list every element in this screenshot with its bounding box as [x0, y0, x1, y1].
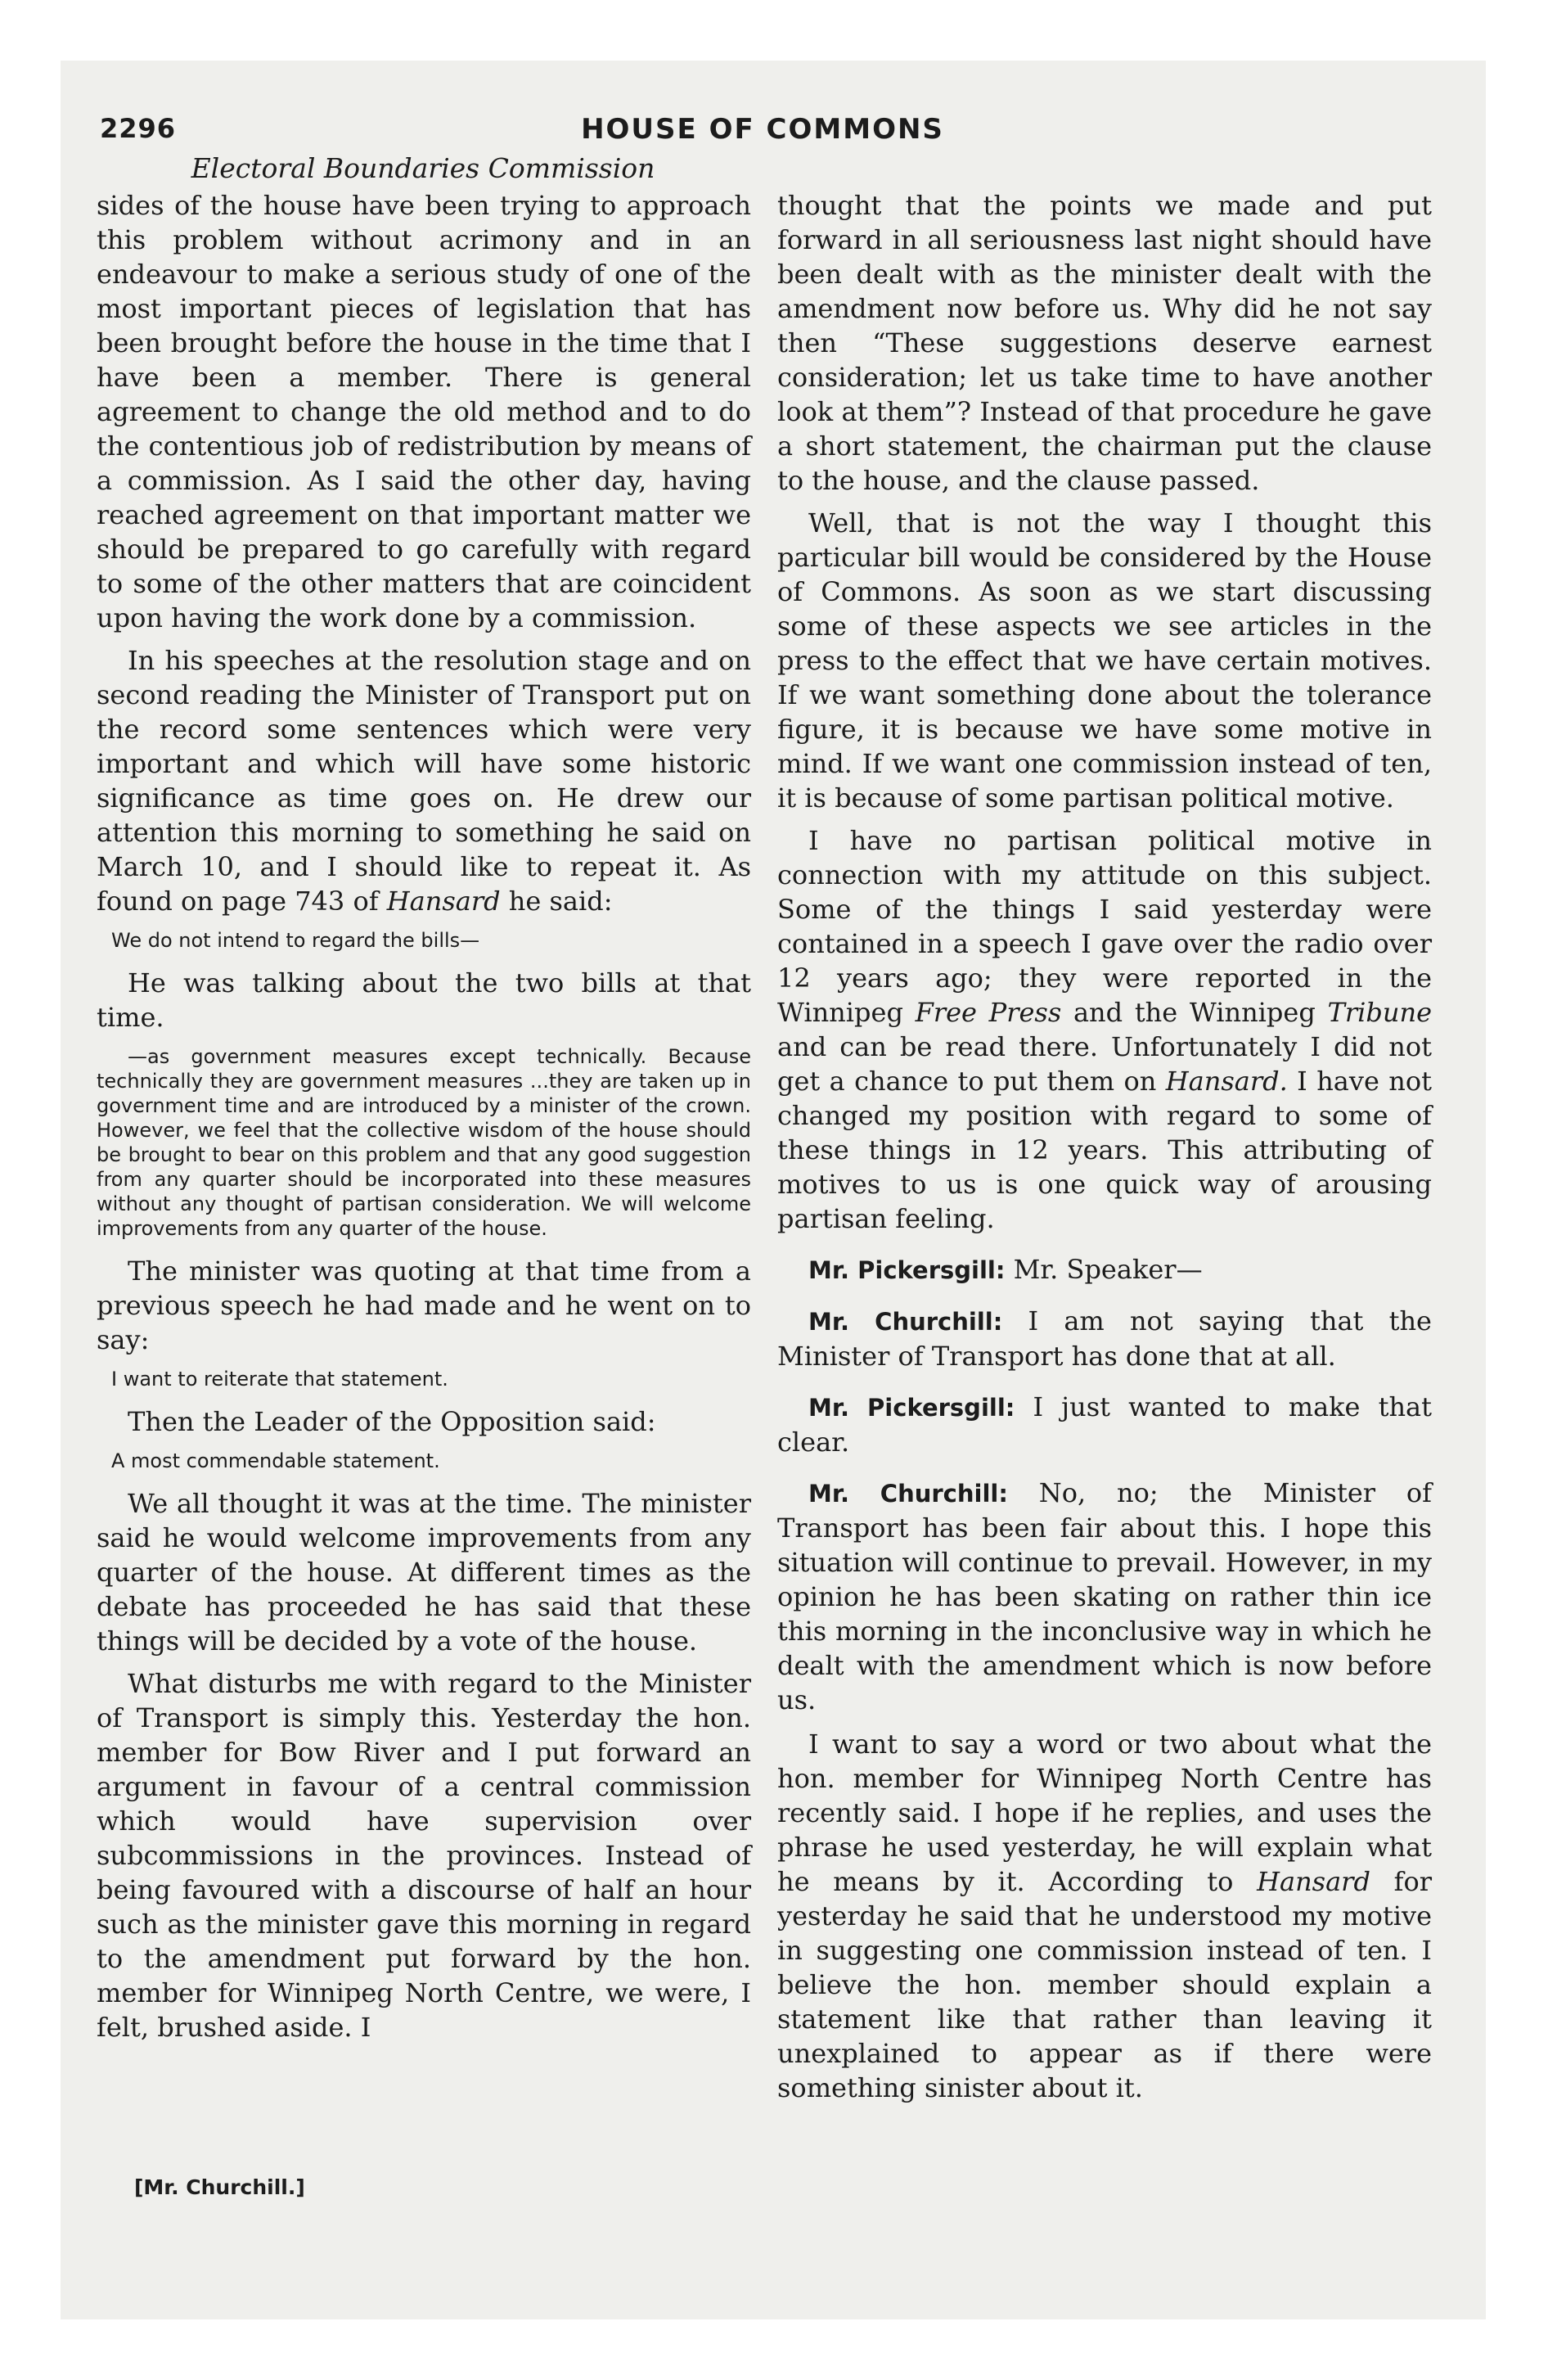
hansard-italic: Hansard	[1257, 1866, 1370, 1897]
quote: We do not intend to regard the bills—	[111, 929, 480, 952]
quote: A most commendable statement.	[111, 1449, 440, 1472]
left-column	[97, 188, 751, 2053]
quote: I want to reiterate that statement.	[111, 1368, 448, 1391]
speaker-name: Mr. Churchill:	[808, 1308, 1003, 1336]
paragraph: What disturbs me with regard to the Minister of Transport is simply this. Yesterday the hon. member for Bow River and I put forward an argument in favour of a central commission which would have supervision over subcommissions in the provinces. Instead of being favoured with a discourse of half an hour such as the minister gave this morning in regard to the amendment put forward by the hon. member for Winnipeg North Centre, we were, I felt, brushed aside. I	[97, 1668, 751, 2043]
paragraph: In his speeches at the resolution stage and on second reading the Minister of Transport put on the record some sentences which were very important and which will have some historic significance as time goes on. He drew our attention this morning to something he said on March 10, and I should like to repeat it. As found on page 743 of Hansard he said:	[97, 645, 751, 917]
page-header	[100, 113, 1425, 154]
free-press-italic: Free Press	[915, 997, 1062, 1028]
paragraph: The minister was quoting at that time from a previous speech he had made and he went on to say:	[97, 1255, 751, 1355]
paragraph: sides of the house have been trying to approach this problem without acrimony and in an endeavour to make a serious study of one of the most important pieces of legislation that has been brought before the house in the time that I have been a member. There is general agreement to change the old method and to do the contentious job of redistribution by means of a commission. As I said the other day, having reached agreement on that important matter we should be prepared to go carefully with regard to some of the other matters that are coincident upon having the work done by a commission.	[97, 190, 751, 633]
hansard-italic: Hansard	[386, 886, 501, 917]
speech: Mr. Churchill: No, no; the Minister of Transport has been fair about this. I hope this situation will continue to prevail. However, in my opinion he has been skating on rather thin ice this morning in the inconclusive way in which he dealt with the amendment which is now before us.	[777, 1477, 1432, 1715]
paragraph: I have no partisan political motive in connection with my attitude on this subject. Some of the things I said yesterday were contained in a speech I gave over the radio over 12 years ago; they were reported in the Winnipeg Free Press and the Winnipeg Tribune and can be read there. Unfortunately I did not get a chance to put them on Hansard. I have not changed my position with regard to some of these things in 12 years. This attributing of motives to us is one quick way of arousing partisan feeling.	[777, 825, 1433, 1234]
speech: Mr. Pickersgill: Mr. Speaker—	[808, 1254, 1203, 1285]
speaker-name: Mr. Churchill:	[808, 1480, 1008, 1508]
right-column	[777, 188, 1432, 2113]
paragraph: I want to say a word or two about what the hon. member for Winnipeg North Centre has recently said. I hope if he replies, and uses the phrase he used yesterday, he will explain what he means by it. According to Hansard for yesterday he said that he understood my motive in suggesting one commission instead of ten. I believe the hon. member should explain a statement like that rather than leaving it unexplained to appear as if there were something sinister about it.	[777, 1729, 1433, 2103]
speaker-name: Mr. Pickersgill:	[808, 1256, 1006, 1284]
running-title: HOUSE OF COMMONS	[581, 113, 944, 146]
paragraph: Then the Leader of the Opposition said:	[128, 1406, 656, 1437]
speech: Mr. Pickersgill: I just wanted to make that clear.	[777, 1391, 1432, 1458]
speech: Mr. Churchill: I am not saying that the Minister of Transport has done that at all.	[777, 1305, 1432, 1372]
paragraph: Well, that is not the way I thought this particular bill would be considered by the House of Commons. As soon as we start discussing some of these aspects we see articles in the press to the effect that we have certain motives. If we want something done about the tolerance figure, it is because we have some motive in mind. If we want one commission instead of ten, it is because of some partisan political motive.	[777, 507, 1432, 814]
quote: —as government measures except technically. Because technically they are government measures ...they are taken up in government time and are introduced by a minister of the crown. However, we feel that the collective wisdom of the house should be brought to bear on this problem and that any good suggestion from any quarter should be incorporated into these measures without any thought of partisan consideration. We will welcome improvements from any quarter of the house.	[97, 1045, 751, 1240]
speaker-name: Mr. Pickersgill:	[808, 1394, 1015, 1422]
section-subhead: Electoral Boundaries Commission	[191, 152, 655, 184]
hansard-italic: Hansard.	[1165, 1066, 1288, 1097]
paragraph: We all thought it was at the time. The minister said he would welcome improvements from any quarter of the house. At different times as the debate has proceeded he has said that these things will be decided by a vote of the house.	[97, 1488, 751, 1657]
paragraph: thought that the points we made and put forward in all seriousness last night should have been dealt with as the minister dealt with the amendment now before us. Why did he not say then “These suggestions deserve earnest consideration; let us take time to have another look at them”? Instead of that procedure he gave a short statement, the chairman put the clause to the house, and the clause passed.	[777, 190, 1432, 496]
paragraph: He was talking about the two bills at that time.	[97, 967, 751, 1033]
tribune-italic: Tribune	[1327, 997, 1433, 1028]
page-footer: [Mr. Churchill.]	[134, 2175, 305, 2199]
page-number: 2296	[100, 113, 177, 144]
